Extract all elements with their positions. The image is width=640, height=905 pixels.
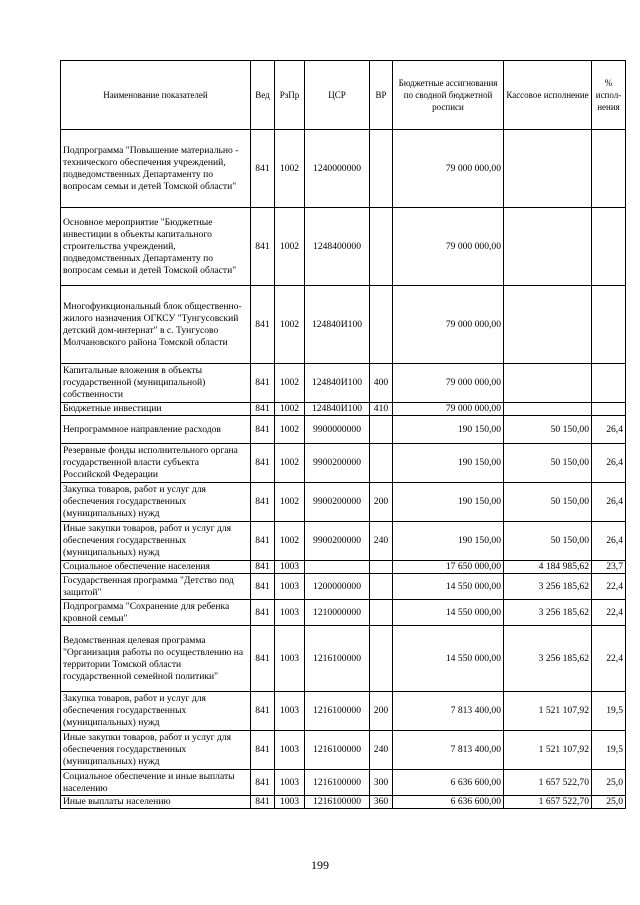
- row-budget: 6 636 600,00: [393, 796, 504, 809]
- row-budget: 190 150,00: [393, 483, 504, 522]
- row-vr: [370, 286, 393, 364]
- row-name: Иные выплаты населению: [61, 796, 251, 809]
- row-budget: 190 150,00: [393, 522, 504, 561]
- header-cash: Кассовое исполнение: [504, 61, 592, 130]
- row-percent: 23,7: [592, 561, 626, 574]
- row-ved: 841: [251, 416, 275, 444]
- row-budget: 79 000 000,00: [393, 208, 504, 286]
- row-percent: 25,0: [592, 770, 626, 796]
- row-cash: [504, 403, 592, 416]
- row-percent: 26,4: [592, 444, 626, 483]
- row-cash: 1 657 522,70: [504, 770, 592, 796]
- row-percent: [592, 286, 626, 364]
- header-row: [61, 61, 626, 130]
- row-rzpr: 1002: [275, 286, 305, 364]
- row-percent: 25,0: [592, 796, 626, 809]
- header-rzpr: РзПр: [275, 61, 305, 130]
- row-rzpr: 1002: [275, 403, 305, 416]
- row-ved: 841: [251, 600, 275, 626]
- row-percent: [592, 364, 626, 403]
- row-name: Закупка товаров, работ и услуг для обеспечения государственных (муниципальных) нужд: [61, 692, 251, 731]
- row-budget: 7 813 400,00: [393, 692, 504, 731]
- row-csr: 9900200000: [305, 444, 370, 483]
- table-row: [61, 403, 626, 416]
- row-csr: [305, 561, 370, 574]
- row-name: Иные закупки товаров, работ и услуг для обеспечения государственных (муниципальных) нужд: [61, 731, 251, 770]
- row-name: Подпрограмма "Повышение материально - технического обеспечения учреждений, подведомственных Департаменту по вопросам семьи и детей Томской области": [61, 130, 251, 208]
- row-percent: 19,5: [592, 731, 626, 770]
- row-csr: 124840И100: [305, 286, 370, 364]
- row-ved: 841: [251, 130, 275, 208]
- row-budget: 79 000 000,00: [393, 403, 504, 416]
- row-rzpr: 1002: [275, 483, 305, 522]
- row-ved: 841: [251, 731, 275, 770]
- row-vr: 300: [370, 770, 393, 796]
- row-vr: [370, 130, 393, 208]
- row-rzpr: 1003: [275, 561, 305, 574]
- row-ved: 841: [251, 522, 275, 561]
- row-name: Резервные фонды исполнительного органа государственной власти субъекта Российской Федерации: [61, 444, 251, 483]
- row-percent: [592, 403, 626, 416]
- row-rzpr: 1002: [275, 522, 305, 561]
- row-csr: 1216100000: [305, 731, 370, 770]
- header-vr: ВР: [370, 61, 393, 130]
- row-percent: [592, 130, 626, 208]
- row-rzpr: 1003: [275, 626, 305, 692]
- row-ved: 841: [251, 692, 275, 731]
- row-csr: 1216100000: [305, 692, 370, 731]
- row-name: Государственная программа "Детство под защитой": [61, 574, 251, 600]
- row-rzpr: 1003: [275, 574, 305, 600]
- row-ved: 841: [251, 626, 275, 692]
- row-budget: 79 000 000,00: [393, 130, 504, 208]
- row-name: Ведомственная целевая программа "Организация работы по осуществлению на территории Томской области государственной семейной политики": [61, 626, 251, 692]
- row-ved: 841: [251, 208, 275, 286]
- row-percent: [592, 208, 626, 286]
- row-csr: 124840И100: [305, 364, 370, 403]
- row-name: Многофункциональный блок общественно-жилого назначения ОГКСУ "Тунгусовский детский дом-интернат" в с. Тунгусово Молчановского района Томской области: [61, 286, 251, 364]
- row-name: Иные закупки товаров, работ и услуг для обеспечения государственных (муниципальных) нужд: [61, 522, 251, 561]
- header-percent: % испол-нения: [592, 61, 626, 130]
- row-name: Социальное обеспечение населения: [61, 561, 251, 574]
- row-percent: 22,4: [592, 600, 626, 626]
- row-percent: 19,5: [592, 692, 626, 731]
- row-ved: 841: [251, 403, 275, 416]
- table-row: [61, 692, 626, 731]
- row-budget: 190 150,00: [393, 416, 504, 444]
- row-vr: 200: [370, 692, 393, 731]
- row-cash: 50 150,00: [504, 416, 592, 444]
- table-row: [61, 286, 626, 364]
- table-row: [61, 483, 626, 522]
- row-budget: 14 550 000,00: [393, 600, 504, 626]
- row-budget: 17 650 000,00: [393, 561, 504, 574]
- row-budget: 6 636 600,00: [393, 770, 504, 796]
- row-vr: [370, 561, 393, 574]
- row-rzpr: 1002: [275, 416, 305, 444]
- table-row: [61, 600, 626, 626]
- row-vr: [370, 626, 393, 692]
- row-rzpr: 1002: [275, 444, 305, 483]
- row-cash: [504, 208, 592, 286]
- row-budget: 190 150,00: [393, 444, 504, 483]
- budget-execution-table: [60, 60, 626, 809]
- row-cash: 1 521 107,92: [504, 692, 592, 731]
- row-rzpr: 1003: [275, 770, 305, 796]
- header-budget: Бюджетные ассигнования по сводной бюджетной росписи: [393, 61, 504, 130]
- row-ved: 841: [251, 561, 275, 574]
- row-ved: 841: [251, 286, 275, 364]
- table-row: [61, 626, 626, 692]
- row-vr: [370, 208, 393, 286]
- row-ved: 841: [251, 483, 275, 522]
- row-rzpr: 1003: [275, 796, 305, 809]
- row-percent: 22,4: [592, 574, 626, 600]
- row-name: Непрограммное направление расходов: [61, 416, 251, 444]
- row-csr: 9900000000: [305, 416, 370, 444]
- row-cash: [504, 130, 592, 208]
- row-cash: 3 256 185,62: [504, 574, 592, 600]
- row-cash: 50 150,00: [504, 444, 592, 483]
- header-ved: Вед: [251, 61, 275, 130]
- row-percent: 26,4: [592, 416, 626, 444]
- table-row: [61, 208, 626, 286]
- row-percent: 22,4: [592, 626, 626, 692]
- row-cash: 50 150,00: [504, 522, 592, 561]
- row-vr: 240: [370, 731, 393, 770]
- row-vr: 240: [370, 522, 393, 561]
- row-csr: 9900200000: [305, 483, 370, 522]
- row-name: Основное мероприятие "Бюджетные инвестиции в объекты капитального строительства учреждений, подведомственных Департаменту по вопросам семьи и детей Томской области": [61, 208, 251, 286]
- row-budget: 14 550 000,00: [393, 574, 504, 600]
- row-percent: 26,4: [592, 522, 626, 561]
- table-row: [61, 444, 626, 483]
- row-rzpr: 1003: [275, 600, 305, 626]
- row-cash: 1 521 107,92: [504, 731, 592, 770]
- row-csr: 1216100000: [305, 770, 370, 796]
- row-name: Капитальные вложения в объекты государственной (муниципальной) собственности: [61, 364, 251, 403]
- row-name: Закупка товаров, работ и услуг для обеспечения государственных (муниципальных) нужд: [61, 483, 251, 522]
- row-rzpr: 1003: [275, 731, 305, 770]
- row-budget: 7 813 400,00: [393, 731, 504, 770]
- row-cash: 50 150,00: [504, 483, 592, 522]
- row-vr: 200: [370, 483, 393, 522]
- row-csr: 1248400000: [305, 208, 370, 286]
- row-budget: 79 000 000,00: [393, 364, 504, 403]
- row-rzpr: 1002: [275, 208, 305, 286]
- row-csr: 1210000000: [305, 600, 370, 626]
- row-vr: [370, 600, 393, 626]
- table-row: [61, 416, 626, 444]
- row-vr: 360: [370, 796, 393, 809]
- row-cash: 4 184 985,62: [504, 561, 592, 574]
- table-row: [61, 561, 626, 574]
- row-cash: 3 256 185,62: [504, 626, 592, 692]
- row-vr: [370, 574, 393, 600]
- row-csr: 1216100000: [305, 796, 370, 809]
- row-ved: 841: [251, 796, 275, 809]
- row-budget: 79 000 000,00: [393, 286, 504, 364]
- page-number: 199: [311, 858, 329, 872]
- table-row: [61, 770, 626, 796]
- row-rzpr: 1002: [275, 130, 305, 208]
- row-ved: 841: [251, 444, 275, 483]
- row-name: Подпрограмма "Сохранение для ребенка кровной семьи": [61, 600, 251, 626]
- table-row: [61, 364, 626, 403]
- row-vr: [370, 444, 393, 483]
- row-csr: 1216100000: [305, 626, 370, 692]
- table-row: [61, 574, 626, 600]
- row-vr: 410: [370, 403, 393, 416]
- row-rzpr: 1002: [275, 364, 305, 403]
- row-rzpr: 1003: [275, 692, 305, 731]
- table-row: [61, 796, 626, 809]
- row-vr: 400: [370, 364, 393, 403]
- row-cash: 1 657 522,70: [504, 796, 592, 809]
- row-vr: [370, 416, 393, 444]
- row-ved: 841: [251, 770, 275, 796]
- row-csr: 1240000000: [305, 130, 370, 208]
- header-name: Наименование показателей: [61, 61, 251, 130]
- row-csr: 1200000000: [305, 574, 370, 600]
- header-csr: ЦСР: [305, 61, 370, 130]
- row-name: Социальное обеспечение и иные выплаты населению: [61, 770, 251, 796]
- table-row: [61, 731, 626, 770]
- table-row: [61, 522, 626, 561]
- row-percent: 26,4: [592, 483, 626, 522]
- row-cash: [504, 286, 592, 364]
- row-csr: 124840И100: [305, 403, 370, 416]
- row-cash: 3 256 185,62: [504, 600, 592, 626]
- row-budget: 14 550 000,00: [393, 626, 504, 692]
- row-csr: 9900200000: [305, 522, 370, 561]
- row-cash: [504, 364, 592, 403]
- row-ved: 841: [251, 574, 275, 600]
- row-name: Бюджетные инвестиции: [61, 403, 251, 416]
- row-ved: 841: [251, 364, 275, 403]
- table-row: [61, 130, 626, 208]
